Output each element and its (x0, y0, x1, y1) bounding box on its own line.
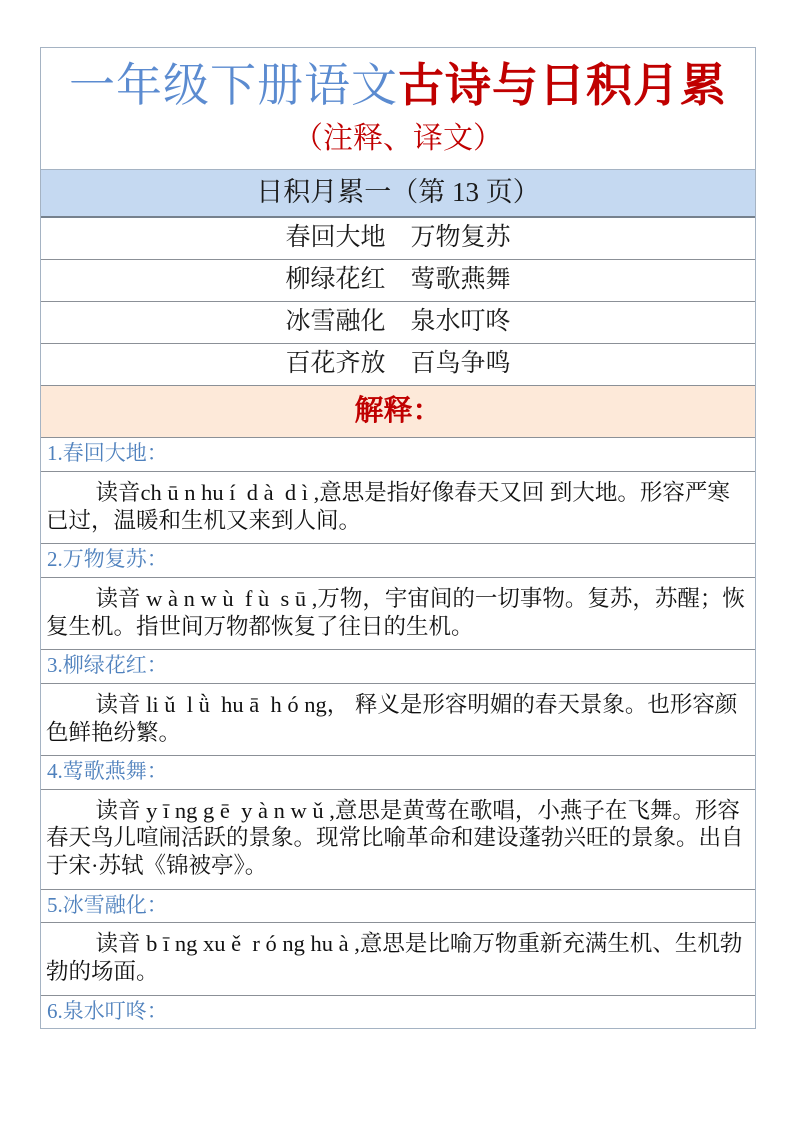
page-title (45, 56, 751, 116)
entry-1 (41, 438, 755, 544)
entry-body: 读音 li ǔ l ǜ hu ā h ó ng， 释义是形容明媚的春天景象。也形容颜色鲜艳纷繁。 (41, 684, 755, 757)
entry-body: 读音 b ī ng xu ě r ó ng hu à ,意思是比喻万物重新充满生机、生机勃勃的场面。 (41, 923, 755, 996)
explain-band: 解释： (41, 386, 755, 439)
entry-heading: 4.莺歌燕舞： (41, 756, 755, 789)
phrase-row-4: 百花齐放 百鸟争鸣 (41, 344, 755, 386)
phrase-row-1: 春回大地 万物复苏 (41, 218, 755, 260)
phrase-row-3: 冰雪融化 泉水叮咚 (41, 302, 755, 344)
entry-5 (41, 890, 755, 996)
entry-heading: 1.春回大地： (41, 438, 755, 471)
worksheet-table (40, 47, 756, 1029)
page-subtitle: （注释、译文） (293, 121, 503, 155)
entry-4 (41, 756, 755, 890)
title-topic-part: 古诗与日积月累 (398, 60, 727, 111)
entry-2 (41, 544, 755, 650)
entry-heading: 3.柳绿花红： (41, 650, 755, 683)
phrase-row-2: 柳绿花红 莺歌燕舞 (41, 260, 755, 302)
entry-heading: 5.冰雪融化： (41, 890, 755, 923)
entry-3 (41, 650, 755, 756)
title-grade-part: 一年级下册语文 (69, 60, 398, 111)
section-header: 日积月累一（第 13 页） (41, 170, 755, 217)
entry-heading: 6.泉水叮咚： (47, 999, 168, 1024)
entry-body: 读音 w à n w ù f ù s ū ,万物，宇宙间的一切事物。复苏，苏醒；恢复生机。指世间万物都恢复了往日的生机。 (41, 578, 755, 651)
entry-6 (41, 996, 755, 1028)
entry-body: 读音 y ī ng g ē y à n w ǔ ,意思是黄莺在歌唱，小燕子在飞舞。形容春天鸟儿喧闹活跃的景象。现常比喻革命和建设蓬勃兴旺的景象。出自于宋·苏轼《锦被亭》。 (41, 790, 755, 891)
title-block (41, 48, 755, 170)
entry-heading: 2.万物复苏： (41, 544, 755, 577)
entry-body: 读音ch ū n hu í d à d ì ,意思是指好像春天又回 到大地。形容严寒已过，温暖和生机又来到人间。 (41, 472, 755, 545)
